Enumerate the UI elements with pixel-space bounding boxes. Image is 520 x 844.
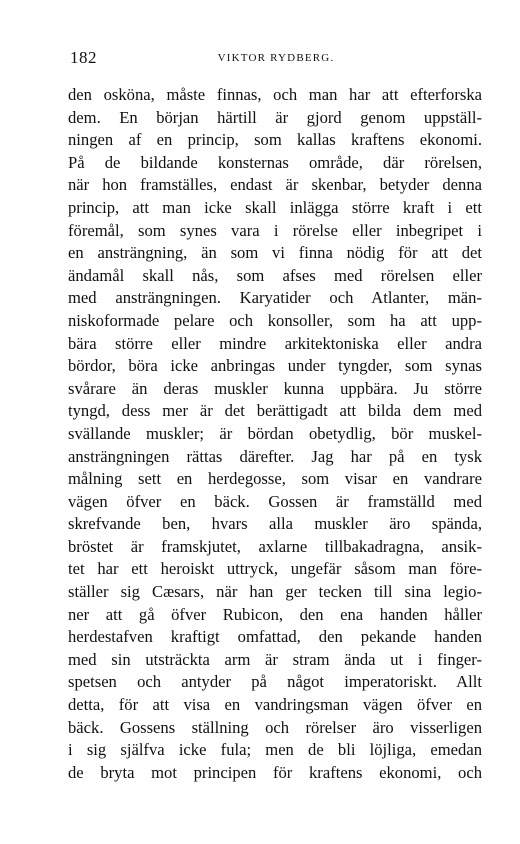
text-line: med ansträngningen. Karyatider och Atlanter, män- — [68, 288, 482, 308]
text-line: målning sett en herdegosse, som visar en vandrare — [68, 469, 482, 489]
text-line: ändamål skall nås, som afses med rörelsen eller — [68, 265, 482, 285]
text-line: i sig själfva icke fula; men de bli löjliga, emedan — [68, 740, 482, 760]
text-line: detta, för att visa en vandringsman vägen öfver en — [68, 695, 482, 715]
text-line: bära större eller mindre arkitektoniska eller andra — [68, 333, 482, 353]
text-line: svårare än deras muskler kunna uppbära. Ju större — [68, 378, 482, 398]
text-line: bäck. Gossens ställning och rörelser äro visserligen — [68, 717, 482, 737]
text-line: svällande muskler; är bördan obetydlig, bör muskel- — [68, 423, 482, 443]
text-line: bröstet är framskjutet, axlarne tillbakadragna, ansik- — [68, 536, 482, 556]
text-line: föremål, som synes vara i rörelse eller inbegripet i — [68, 220, 482, 240]
text-line: princip, att man icke skall inlägga större kraft i ett — [68, 197, 482, 217]
text-line: när hon framställes, endast är skenbar, betyder denna — [68, 175, 482, 195]
text-line: de bryta mot principen för kraftens ekonomi, och — [68, 762, 482, 782]
text-line: ner att gå öfver Rubicon, den ena handen håller — [68, 604, 482, 624]
text-line: På de bildande konsternas område, där rörelsen, — [68, 152, 482, 172]
text-line: herdestafven kraftigt omfattad, den pekande handen — [68, 627, 482, 647]
text-line: med sin utsträckta arm är stram ända ut i finger- — [68, 649, 482, 669]
text-line: niskoformade pelare och konsoller, som ha att upp- — [68, 310, 482, 330]
text-line: ansträngningen rättas därefter. Jag har på en tysk — [68, 446, 482, 466]
text-line: skrefvande ben, hvars alla muskler äro spända, — [68, 514, 482, 534]
text-line: tyngd, dess mer är det berättigadt att bilda dem med — [68, 401, 482, 421]
text-line: den osköna, måste finnas, och man har att efterforska — [68, 85, 482, 104]
text-line: ningen af en princip, som kallas kraftens ekonomi. — [68, 130, 482, 150]
text-line: spetsen och antyder på något imperatoriskt. Allt — [68, 672, 482, 692]
page-number: 182 — [70, 48, 97, 67]
running-title: VIKTOR RYDBERG. — [217, 52, 335, 64]
text-line: bördor, böra icke anbringas under tyngder, som synas — [68, 356, 482, 376]
text-line: vägen öfver en bäck. Gossen är framställd med — [68, 491, 482, 511]
running-head — [70, 48, 482, 72]
text-line: ställer sig Cæsars, när han ger tecken till sina legio- — [68, 582, 482, 602]
text-line: tet har ett heroiskt uttryck, ungefär såsom man före- — [68, 559, 482, 579]
text-line: dem. En början härtill är gjord genom uppställ- — [68, 107, 482, 127]
body-text — [68, 84, 482, 784]
text-line: en ansträngning, än som vi finna nödig för att det — [68, 243, 482, 263]
